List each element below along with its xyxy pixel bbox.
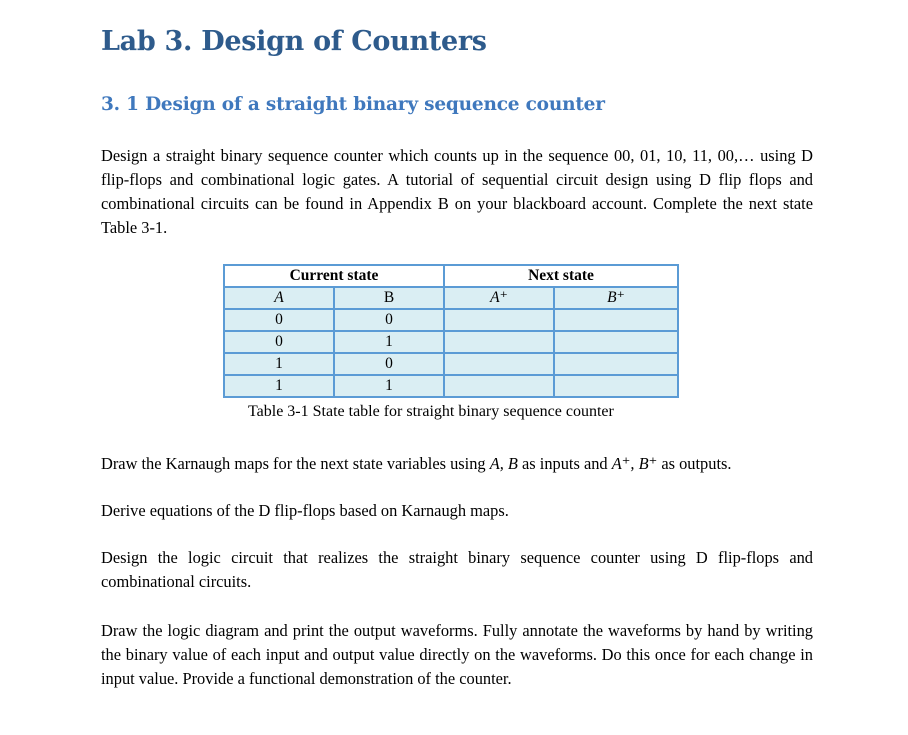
current-state-header: Current state — [224, 265, 444, 287]
next-state-header: Next state — [444, 265, 678, 287]
page-title: Lab 3. Design of Counters — [101, 26, 487, 57]
cell-b-plus — [554, 331, 678, 353]
kmap-suffix: as outputs. — [657, 454, 732, 473]
design-instruction: Design the logic circuit that realizes the straight binary sequence counter using D flip-flops and combinational circuits. — [101, 548, 813, 591]
cell-a: 1 — [224, 375, 334, 397]
table-caption: Table 3-1 State table for straight binary sequence counter — [248, 403, 614, 420]
cell-b: 0 — [334, 309, 444, 331]
cell-b-plus — [554, 353, 678, 375]
column-header-a: A — [224, 287, 334, 309]
column-header-b-plus: B⁺ — [554, 287, 678, 309]
kmap-middle: as inputs and — [517, 454, 612, 473]
cell-b: 1 — [334, 375, 444, 397]
cell-a-plus — [444, 309, 554, 331]
cell-a-plus — [444, 331, 554, 353]
kmap-inputs: A, B — [489, 454, 518, 473]
cell-a: 0 — [224, 309, 334, 331]
table-row — [224, 309, 678, 331]
draw-instruction: Draw the logic diagram and print the output waveforms. Fully annotate the waveforms by hand by writing the binary value of each input and output value directly on the waveforms. Do this once for each change in input value. Provide a functional demonstration of the counter. — [101, 621, 813, 688]
derive-instruction: Derive equations of the D flip-flops based on Karnaugh maps. — [101, 501, 509, 520]
cell-b: 0 — [334, 353, 444, 375]
cell-b-plus — [554, 375, 678, 397]
intro-paragraph: Design a straight binary sequence counter which counts up in the sequence 00, 01, 10, 11, 00,… using D flip-flops and combinational logic gates. A tutorial of sequential circuit design using D flip flops and combinational circuits can be found in Appendix B on your blackboard account. Complete the next state Table 3-1. — [101, 146, 813, 237]
kmap-prefix: Draw the Karnaugh maps for the next state variables using — [101, 454, 490, 473]
cell-b: 1 — [334, 331, 444, 353]
table-row — [224, 353, 678, 375]
table-row — [224, 331, 678, 353]
section-heading: 3. 1 Design of a straight binary sequence counter — [101, 94, 605, 115]
table-row — [224, 375, 678, 397]
column-header-b: B — [334, 287, 444, 309]
cell-b-plus — [554, 309, 678, 331]
cell-a: 0 — [224, 331, 334, 353]
table-column-header-row — [224, 287, 678, 309]
kmap-outputs: A⁺, B⁺ — [611, 454, 658, 473]
kmap-instruction — [101, 452, 813, 476]
column-header-a-plus: A⁺ — [444, 287, 554, 309]
state-table — [223, 264, 679, 398]
cell-a-plus — [444, 353, 554, 375]
cell-a: 1 — [224, 353, 334, 375]
cell-a-plus — [444, 375, 554, 397]
table-group-header-row — [224, 265, 678, 287]
